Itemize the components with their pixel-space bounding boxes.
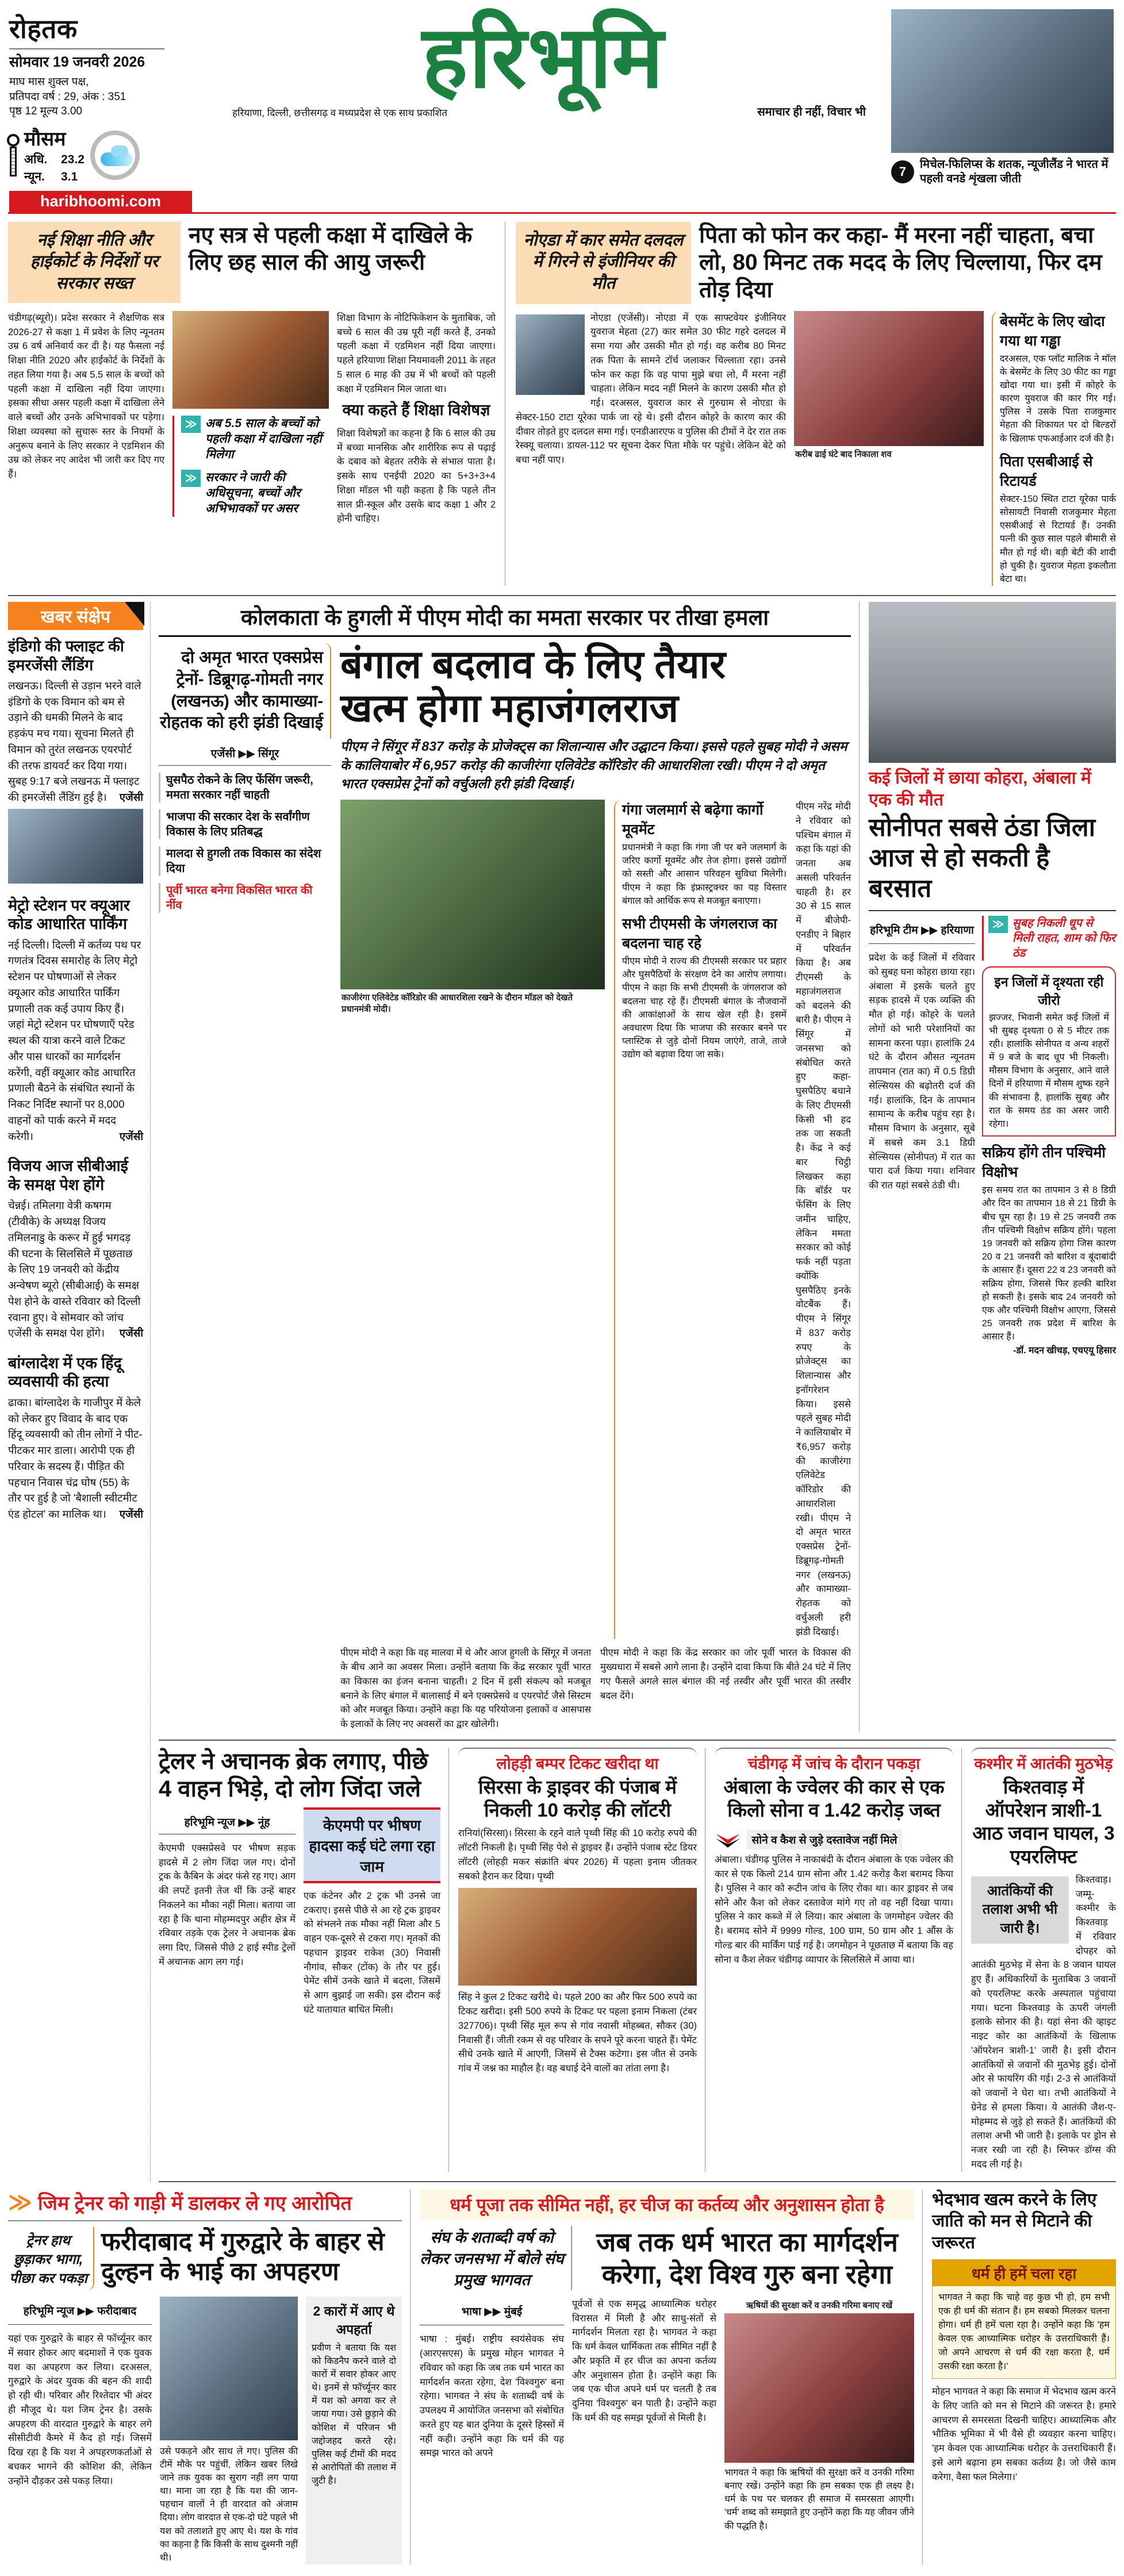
brief-title: विजय आज सीबीआई के समक्ष पेश होंगे bbox=[8, 1157, 128, 1193]
kidnap-byline: हरिभूमि न्यूज ▶▶ फरीदाबाद bbox=[8, 2304, 152, 2325]
kmp-body-2: एक कंटेनर और 2 ट्रक भी उनसे जा टकराए। इससे पीछे से आ रहे ट्रक ड्राइवर को संभलने तक मौका नहीं मिला और 5 वाहन एक-दूसरे से टकरा गए। मृतकों की पहचान ड्राइवर राकेश (30) निवासी नौगांव, सौकर (टोंक) के तौर पर हुई। पेमेंट सीमें उनके खाते में बदला, जिसमें से आग बुझाई जा सकी। इस दौरान कई घंटे यातायात बाधित मिली। bbox=[304, 1890, 440, 2015]
photo-lottery-winner bbox=[458, 1888, 697, 1986]
gold-box-body: भागवत ने कहा कि चाहे वह कुछ भी हो, हम सभी एक ही धर्म की संतान हैं। हम सबको मिलकर चलना होगा। धर्म ही हमें चला रहा है। उन्होंने कहा कि 'हम केवल एक आध्यात्मिक धरोहर के उत्तराधिकारी हैं। जो अपने आचरण से धर्म की रक्षा करता है, धर्म उसकी रक्षा करता है।' bbox=[933, 2286, 1115, 2378]
pm-note-4: पूर्वी भारत बनेगा विकसित भारत की नींव bbox=[159, 883, 331, 913]
noida-headline: पिता को फोन कर कहा- मैं मरना नहीं चाहता, बचा लो, 80 मिनट तक मदद के लिए चिल्लाया, फिर दम तोड़ दिया bbox=[699, 222, 1102, 302]
pm-body-2: पीएम मोदी ने कहा कि वह मालवा में थे और आज हुगली के सिंगूर में जनता के बीच आने का अवसर मिला। उन्होंने बताया कि केंद्र सरकार पूर्वी भारत का विकास का इंजन बनाना चाहती। 2 दिन में इसी संकल्प को मजबूत बनाने के लिए बंगाल में बालासाई में बने एक्सप्रेसवे व एयरपोर्ट जैसे सिस्टम को और मजबूत किया। उन्होंने कहा कि यह परियोजना इलाकों व आसपास के इलाकों के लिए नए अवसरों का द्वार खोलेगी। bbox=[340, 1648, 591, 1730]
education-experts-body: शिक्षा विशेषज्ञों का कहना है कि 6 साल की उम्र में बच्चा मानसिक और शारीरिक रूप से पढ़ाई के दबाव को बेहतर तरीके से संभाल पाता है। इसके साथ एनईपी 2020 का 5+3+3+4 शिक्षा मॉडल भी यही कहता है कि पहले तीन साल प्री-स्कूल और उसके बाद कक्षा 1 और 2 होनी चाहिए। bbox=[337, 428, 496, 524]
noida-rail1-body: दरअसल, एक प्लॉट मालिक ने मॉल के बेसमेंट के लिए 30 फीट का गड्ढा खोदा गया था। इसी में कोहरे के कारण युवराज की कार गिर गई। पुलिस ने उसके पिता राजकुमार मेहता की शिकायत पर दो बिल्डरों के खिलाफ एफआईआर दर्ज की है। bbox=[1000, 354, 1116, 444]
pm-deck: दो अमृत भारत एक्सप्रेस ट्रेनों- डिब्रूगढ़-गोमती नगर (लखनऊ) और कामाख्या-रोहतक को हरी झंडी दिखाई bbox=[159, 643, 331, 739]
weather-max-value: 23.2 bbox=[61, 152, 85, 166]
brief-body: ढाका। बांग्लादेश के गाजीपुर में केले को लेकर हुए विवाद के बाद एक हिंदू व्यवसायी को तीन लोगों ने पीट-पीटकर मार डाला। आरोपी एक ही परिवार के सदस्य हैं। पीड़ित की पहचान निवास चंद्र घोष (55) के तौर पर हुई है जो 'बैशाली स्वीटमीट एंड होटल' का मालिक था। एजेंसी bbox=[8, 1396, 143, 1521]
weather-signature: -डॉ. मदन खीचड़, एचएयू हिसार bbox=[1013, 1346, 1116, 1356]
noida-kicker: नोएडा में कार समेत दलदल में गिरने से इंजीनियर की मौत bbox=[516, 222, 691, 304]
weather-kicker: कई जिलों में छाया कोहरा, अंबाला में एक की मौत bbox=[869, 769, 1091, 809]
briefs-header: खबर संक्षेप bbox=[8, 602, 143, 630]
pm-note-1: घुसपैठ रोकने के लिए फेंसिंग जरूरी, ममता सरकार नहीं चाहती bbox=[159, 773, 331, 803]
double-chevron-icon bbox=[715, 1833, 741, 1851]
education-headline: नए सत्र से पहली कक्षा में दाखिले के लिए छह साल की आयु जरूरी bbox=[189, 222, 473, 275]
photo-indigo-plane bbox=[8, 809, 143, 884]
pm-byline: एजेंसी ▶▶ सिंगूर bbox=[159, 746, 331, 766]
pages-price: पृष्ठ 12 मूल्य 3.00 bbox=[9, 105, 82, 118]
bottom-band bbox=[8, 2182, 1116, 2565]
kashmir-headline: किश्तवाड़ में ऑपरेशन त्राशी-1 आठ जवान घायल, 3 एयरलिफ्ट bbox=[972, 1776, 1115, 1867]
education-experts-title: क्या कहते हैं शिक्षा विशेषज्ञ bbox=[342, 401, 490, 419]
bhagwat-headline: जब तक धर्म भारत का मार्गदर्शन करेगा, देश विश्व गुरु बना रहेगा bbox=[596, 2226, 898, 2289]
story-gold-seizure[interactable] bbox=[715, 1748, 962, 2172]
pm-body-3: पीएम मोदी ने कहा कि केंद्र सरकार का जोर पूर्वी भारत के विकास की मुख्यधारा में सबसे आगे लाना है। उन्होंने दावा किया कि बीते 24 घंटे में लिए गए फैसले अगले साल बंगाल की नई तस्वीर और पूर्वी भारत की तस्वीर बदल देंगे। bbox=[600, 1648, 851, 1701]
story-noida-engineer[interactable] bbox=[516, 222, 1116, 586]
bhagwat-body-1: भाषा : मुंबई। राष्ट्रीय स्वयंसेवक संघ (आरएसएस) के प्रमुख मोहन भागवत ने रविवार को कहा कि जब तक धर्म भारत का मार्गदर्शन करता रहेगा, देश 'विश्वगुरु' बना रहेगा। भागवत ने संघ के शताब्दी वर्ष के उपलक्ष्य में आयोजित जनसभा को संबोधित करते हुए यह बात दुनिया के दूसरे हिस्सों में नहीं कही। उन्होंने कहा कि धर्म की यह समझ भारत को अपने bbox=[420, 2334, 564, 2459]
bhagwat-deck: संघ के शताब्दी वर्ष को लेकर जनसभा में बोले संघ प्रमुख भागवत bbox=[420, 2226, 572, 2290]
weather-min-value: 3.1 bbox=[61, 170, 78, 184]
photo-mohan-bhagwat bbox=[724, 2313, 914, 2463]
kidnap-box bbox=[306, 2297, 402, 2565]
pm-sub1-title: गंगा जलमार्ग से बढ़ेगा कार्गो मूवमेंट bbox=[622, 802, 764, 838]
caste-body: मोहन भागवत ने कहा कि समाज में भेदभाव खत्म करने के लिए जाति को मन से मिटाने की जरूरत है। हमारे आचरण से समरसता दिखनी चाहिए। आध्यात्मिक और भौतिक भूमिका में भी वैसे ही व्यवहार करना चाहिए। 'हम केवल एक आध्यात्मिक धरोहर के उत्तराधिकारी हैं। इसे आगे बढ़ाना हम सबका कर्तव्य है। जो जैसे काम करेगा, वैसा फल मिलेगा।' bbox=[932, 2386, 1116, 2482]
newspaper-logo: हरिभूमि bbox=[422, 9, 665, 105]
weather-sub-title: सक्रिय होंगे तीन पश्चिमी विक्षोभ bbox=[982, 1145, 1106, 1181]
pm-sub2-title: सभी टीएमसी के जंगलराज का बदलना चाह रहे bbox=[622, 915, 777, 951]
lottery-body-2: सिंह ने कुल 2 टिकट खरीदे थे। पहले 200 का और फिर 500 रुपये का टिकट खरीदा। इसी 500 रुपये के टिकट पर पहला इनाम निकला (टंबर 327706)। पृथ्वी सिंह मूल रूप से गांव नवासी मोहब्बत, सौकर (30) निवासी हैं। जीती रकम से वह परिवार के सपने पूरे करना चाहते हैं। पेमेंट सीधे उनके खाते में आएगी, जिसमें से टैक्स कटेगा। इस जीत से उनके गांव में जश्न का माहौल है। वह बधाई देने वालों का तांता लगा है। bbox=[458, 1992, 697, 2074]
tagline: समाचार ही नहीं, विचार भी bbox=[757, 106, 866, 118]
byline-arrows-icon: ▶▶ bbox=[77, 2305, 94, 2317]
lottery-kicker: लोहड़ी बम्पर टिकट खरीदा था bbox=[458, 1748, 697, 1773]
chevron-icon: ≫ bbox=[181, 470, 201, 487]
cloud-icon bbox=[90, 130, 140, 180]
weather-values bbox=[24, 151, 85, 186]
weather-sub-body: इस समय रात का तापमान 3 से 8 डिग्री और दिन का तापमान 18 से 21 डिग्री के बीच घूम रहा है। 19 से 25 जनवरी तक तीन पश्चिमी विक्षोभ सक्रिय होंगे। पहला 19 जनवरी को सक्रिय होगा जिस कारण 20 व 21 जनवरी को बारिश व बूंदाबांदी के आसार हैं। दूसरा 22 व 23 जनवरी को सक्रिय होगा, जिससे फिर हल्की बारिश हो सकती है। इसके बाद 24 जनवरी को एक और पश्चिमी विक्षोभ आएगा, जिससे 25 जनवरी तक प्रदेश में बारिश के आसार हैं। bbox=[982, 1185, 1116, 1342]
photo-gurudwara-scene bbox=[160, 2297, 298, 2440]
kidnap-box-body: प्रवीण ने बताया कि यश को किडनैप करने वाले दो कारों में सवार होकर आए थे। इनमें से फॉर्च्यूनर कार में यश को अगवा कर ले जाया गया। उसे छुड़ाने की कोशिश में परिजन भी जद्दोजहद करते रहे। पुलिस कई टीमों की मदद से आरोपितों की तलाश में जुटी है। bbox=[312, 2343, 396, 2486]
gold-kicker: चंडीगढ़ में जांच के दौरान पकड़ा bbox=[715, 1748, 953, 1773]
kidnap-top-headline: जिम ट्रेनर को गाड़ी में डालकर ले गए आरोपित bbox=[37, 2192, 352, 2214]
zero-visibility-box bbox=[982, 966, 1116, 1137]
brief-body: लखनऊ। दिल्ली से उड़ान भरने वाले इंडिगो के एक विमान को बम से उड़ाने की धमकी मिलने के बाद हड़कंप मच गया। सूचना मिलते ही विमान को तुरंत लखनऊ एयरपोर्ट की तरफ डायवर्ट कर दिया गया। सुबह 9:17 बजे लखनऊ में फ्लाइट की इमरजेंसी लैंडिंग हुई है। एजेंसी bbox=[8, 679, 143, 804]
weather-title: मौसम bbox=[24, 128, 66, 150]
brief-item[interactable] bbox=[8, 896, 143, 1145]
brief-item[interactable] bbox=[8, 637, 143, 884]
kidnap-box-title: 2 कारों में आए थे अपहर्ता bbox=[313, 2303, 395, 2337]
bhagwat-body-2: पूर्वजों से एक समृद्ध आध्यात्मिक धरोहर विरासत में मिली है और साधु-संतों से मार्गदर्शन मिलता रहा है। भागवत ने कहा कि धर्म केवल धार्मिकता तक सीमित नहीं है और प्रकृति में हर चीज का अपना कर्तव्य और अनुशासन होता है। उन्होंने कहा कि जब एक चीज अपने धर्म पर चलती है तब दुनिया 'विश्वगुरु' बन पाती है। उन्होंने कहा कि धर्म की यह समझ पूर्वजों से मिली है। bbox=[572, 2298, 716, 2423]
pm-photo-caption: काजीरंगा एलिवेटेड कॉरिडोर की आधारशिला रखने के दौरान मॉडल को देखते प्रधानमंत्री मोदी। bbox=[342, 993, 573, 1015]
kashmir-kicker: कश्मीर में आतंकी मुठभेड़ bbox=[971, 1748, 1116, 1773]
kidnap-side-kicker: ट्रेनर हाथ छुड़ाकर भागा, पीछा कर पकड़ा bbox=[8, 2227, 94, 2291]
brief-item[interactable] bbox=[8, 1354, 143, 1522]
kidnap-body-2: उसे पकड़ने और साथ ले गए। पुलिस की टीमें मौके पर पहुंचीं, लेकिन खबर लिखे जाने तक युवक का सुराग नहीं लग पाया था। माना जा रहा है कि यश की जान-पहचान वालों ने ही वारदात को अंजाम दिया। लोग वारदात से एक-दो घंटे पहले भी यश को तलाशते हुए आए थे। यश के गांव का कहना है कि किसी के साथ दुश्मनी नहीं थी। bbox=[160, 2446, 298, 2563]
education-bullet-2: सरकार ने जारी की अधिसूचना, बच्चों और अभिभावकों पर असर bbox=[205, 470, 301, 516]
secondary-stories-band bbox=[159, 1741, 1116, 2182]
pm-sub2-body: पीएम मोदी ने राज्य की टीएमसी सरकार पर प्रहार और घुसपैठियों के संरक्षण देने का आरोप लगाया। पीएम ने कहा कि सभी टीएमसी के जंगलराज को बदलना चाह रहे हैं। टीएमसी बंगाल के नौजवानों की आकांक्षाओं के साथ खेल रही है। इसमें अवधारण दिया कि भाजपा की सरकार बनने पर प्लास्टिक से जुड़े दोनों नियम जाएंगे, ताजे, ताजे उद्योग को बढ़ावा दिया जा सके। bbox=[622, 956, 787, 1060]
caste-headline: भेदभाव खत्म करने के लिए जाति को मन से मिटाने की जरूरत bbox=[932, 2190, 1097, 2252]
weather-max-label: अधि. bbox=[24, 152, 48, 166]
photo-cricket-batsman bbox=[891, 9, 1114, 153]
noida-photo-caption: करीब ढाई घंटे बाद निकाला शव bbox=[795, 449, 892, 459]
promo-caption: मिचेल-फिलिप्स के शतक, न्यूजीलैंड ने भारत में पहली वनडे शृंखला जीती bbox=[920, 158, 1108, 185]
masthead bbox=[8, 6, 1116, 214]
masthead-center bbox=[198, 6, 889, 212]
brief-title: इंडिगो की फ्लाइट की इमरजेंसी लैंडिंग bbox=[8, 638, 124, 674]
weather-widget bbox=[9, 125, 192, 186]
brief-item[interactable] bbox=[8, 1157, 143, 1341]
story-bhagwat[interactable] bbox=[420, 2189, 923, 2565]
photo-modi-model-viewing bbox=[340, 800, 605, 989]
pm-sub1-body: प्रधानमंत्री ने कहा कि गंगा जी पर बने जलमार्ग के जरिए कार्गो मूवमेंट और तेज होगा। इससे उद्योगों को सस्ती और आसान परिवहन सुविधा मिलेगी। पीएम ने कहा कि इंफ्रास्ट्रक्चर का यह विस्तार बंगाल को आर्थिक रूप से मजबूत बनाएगा। bbox=[622, 843, 787, 906]
news-briefs-sidebar bbox=[8, 602, 151, 2182]
bhagwat-banner: धर्म पूजा तक सीमित नहीं, हर चीज का कर्तव्य और अनुशासन होता है bbox=[420, 2189, 914, 2220]
noida-rail2-body: सेक्टर-150 स्थित टाटा यूरेका पार्क सोसायटी निवासी राजकुमार मेहता एसबीआई से रिटायर्ड हैं। उनकी पत्नी की कुछ साल पहले बीमारी से मौत हो गई थी। बड़ी बेटी की शादी हो चुकी है। युवराज मेहता इकलौता बेटा था। bbox=[1000, 494, 1116, 584]
bhagwat-body-3: भागवत ने कहा कि ऋषियों की सुरक्षा करें व उनकी गरिमा बनाए रखें। उन्होंने कहा कि हम सबका एक ही लक्ष्य है। धर्म के पथ पर चलकर ही समाज में समरसता आएगी। 'धर्म' शब्द को समझाते हुए उन्होंने कहा कि यह जीवन जीने की पद्धति है। bbox=[724, 2467, 914, 2531]
thermometer-icon bbox=[9, 134, 18, 176]
noida-rail1-title: बेसमेंट के लिए खोदा गया था गड्ढा bbox=[1000, 313, 1105, 349]
bhagwat-byline: भाषा ▶▶ मुंबई bbox=[420, 2304, 564, 2326]
brief-body: चेन्नई। तमिलगा वेत्री कषगम (टीवीके) के अध्यक्ष विजय तमिलनाडु के करूर में हुई भगदड़ की घटना के सिलसिले में पूछताछ के लिए 19 जनवरी को केंद्रीय अन्वेषण ब्यूरो (सीबीआई) के समक्ष पेश होने के वास्ते रविवार को दिल्ली रवाना हुए। वे सोमवार को जांच एजेंसी के समक्ष पेश होंगे। एजेंसी bbox=[8, 1199, 143, 1339]
gold-note: सोने व कैश से जुड़े दस्तावेज नहीं मिले bbox=[747, 1830, 901, 1849]
byline-arrows-icon: ▶▶ bbox=[238, 747, 255, 760]
noida-rail2-title: पिता एसबीआई से रिटायर्ड bbox=[1000, 453, 1093, 489]
photo-train-in-fog bbox=[869, 602, 1116, 763]
gold-box-title: धर्म ही हमें चला रहा bbox=[933, 2260, 1115, 2286]
kmp-highlight-box: केएमपी पर भीषण हादसा कई घंटे लगा रहा जाम bbox=[304, 1807, 440, 1883]
photo-engineer-portrait bbox=[516, 314, 585, 395]
pm-headline: बंगाल बदलाव के लिए तैयार खत्म होगा महाजंगलराज bbox=[340, 643, 726, 731]
lottery-headline: सिरसा के ड्राइवर की पंजाब में निकली 10 करोड़ की लॉटरी bbox=[478, 1776, 677, 1821]
chevron-icon: ≫ bbox=[988, 916, 1008, 933]
pm-body-1: पीएम नरेंद्र मोदी ने रविवार को पश्चिम बंगाल में कहा कि यहां की जनता अब असली परिवर्तन चाहती है। हर 30 से 15 साल में बीजेपी-एनडीए ने बिहार में परिवर्तन किया है। अब टीएमसी के महाजंगलराज को बदलने की बारी है। पीएम ने सिंगूर में जनसभा को संबोधित करते हुए कहा-घुसपैठिए बचाने के लिए टीएमसी किसी भी हद तक जा सकती है। केंद्र ने कई बार चिट्ठी लिखकर कहा कि बॉर्डर पर फेंसिंग के लिए जमीन चाहिए, लेकिन ममता सरकार को कोई फर्क नहीं पड़ता क्योंकि घुसपैठिए इनके वोटबैंक हैं। पीएम ने सिंगूर में 837 करोड़ रुपए के प्रोजेक्ट्स का शिलान्यास और इनॉगरेशन किया। इससे पहले सुबह मोदी ने कालियाबोर में ₹6,957 करोड़ की काजीरंगा एलिवेटेड कॉरिडोर की आधारशिला रखी। पीएम ने दो अमृत भारत एक्सप्रेस ट्रेनों- डिब्रूगढ़-गोमती नगर (लखनऊ) और कामाख्या-रोहतक को वर्चुअली हरी झंडी दिखाई। bbox=[796, 801, 851, 1637]
bhagwat-photo-caption: ऋषियों की सुरक्षा करें व उनकी गरिमा बनाए रखें bbox=[746, 2300, 893, 2310]
weather-body: प्रदेश के कई जिलों में रविवार को सुबह घना कोहरा छाया रहा। अंबाला में इसके चलते हुए सड़क हादसे में एक व्यक्ति की मौत हो गई। कोहरे के चलते लोगों को भारी परेशानियों का सामना करना पड़ा। हालांकि 24 घंटे के दौरान औसत न्यूनतम तापमान (रात का) में 0.5 डिग्री सेल्सियस की बढ़ोतरी दर्ज की गई। हालांकि, दिन के तापमान सामान्य के करीब पहुंच रहा है। मौसम विभाग के अनुसार, सूबे में सबसे कम 3.1 डिग्री सेल्सियस (सोनीपत) में रात का पारा दर्ज किया गया। शनिवार की रात यहां सबसे ठंडी थी। bbox=[869, 953, 975, 1191]
education-body: चंडीगढ़(ब्यूरो)। प्रदेश सरकार ने शैक्षणिक सत्र 2026-27 से कक्षा 1 में प्रवेश के लिए न्यूनतम उम्र 6 वर्ष अनिवार्य कर दी है। यह फैसला नई शिक्षा नीति 2020 और हाईकोर्ट के निर्देशों के तहत लिया गया है। अब 5.5 साल के बच्चों को पहली कक्षा में दाखिला नहीं दिया जाएगा। इसका सीधा असर पहली कक्षा में दाखिला लेने वाले बच्चों और उनके अभिभावकों पर पड़ेगा। शिक्षा व्यवस्था को सुचारू स्तर के नियमों के अनुरूप बनाने के लिए सरकार ने एडमिशन की उम्र को लेकर नए आदेश भी जारी कर दिए गए हैं। bbox=[8, 312, 164, 480]
issue-info bbox=[9, 75, 192, 119]
kidnap-headline: फरीदाबाद में गुरुद्वारे के बाहर से दुल्हन के भाई का अपहरण bbox=[101, 2227, 385, 2286]
divider bbox=[9, 48, 164, 49]
noida-body-text: नोएडा (एजेंसी)। नोएडा में एक साफ्टवेयर इंजीनियर युवराज मेहता (27) कार समेत 30 फीट गहरे दलदल में समा गया और उसकी मौत हो गई। वह करीब 80 मिनट तक पिता के सामने टॉर्च जलाकर चिल्लाता रहा। उनसे फोन कर कहा कि वह पापा मुझे बचा लो, मैं मरना नहीं चाहता। लेकिन मदद नहीं मिलने के कारण उसकी मौत हो गई। दरअसल, युवराज कार से गुरुग्राम से नोएडा के सेक्टर-150 टाटा यूरेका पार्क जा रहे थे। इसी दौरान कोहरे के कारण कार की दीवार तोड़ते हुए दलदल समा गई। एनडीआरएफ व पुलिस की टीमों ने देर रात तक रेस्क्यू चलाया। डायल-112 पर सूचना देकर पिता मौके पर पहुंचे। लेकिन बेटे को बचा नहीं पाए। bbox=[516, 312, 786, 466]
brief-body: नई दिल्ली। दिल्ली में कर्तव्य पथ पर गणतंत्र दिवस समारोह के लिए मेट्रो स्टेशन पर घोषणाओं से लेकर क्यूआर कोड आधारित पार्किंग प्रणाली तक कई उपाय किए हैं। जहां मेट्रो स्टेशन पर घोषणाएँ परेड स्थल की यात्रा करने वाले टिकट और पास धारकों का मार्गदर्शन करेंगी, वहीं क्यूआर कोड आधारित प्रणाली बैठने के संबंधित स्थानों के निकट निर्दिष्ट स्थानों पर 8,000 वाहनों को पार्क करने में मदद करेगी। एजेंसी bbox=[8, 938, 143, 1142]
kmp-byline: हरिभूमि न्यूज ▶▶ नूंह bbox=[159, 1814, 296, 1834]
weather-callout: सुबह निकली धूप से मिली राहत, शाम को फिर ठंड bbox=[1012, 916, 1116, 959]
gold-headline: अंबाला के ज्वेलर की कार से एक किलो सोना व 1.42 करोड़ जब्त bbox=[723, 1776, 945, 1821]
kidnap-body: यहां एक गुरुद्वारे के बाहर से फॉर्च्यूनर कार में सवार होकर आए बदमाशों ने एक युवक यश का अपहरण कर लिया। दरअसल, गुरुद्वारे के अंदर युवक की बहन की शादी हो रही थी। परिवार और रिश्तेदार भी अंदर ही मौजूद थे। यश जिम ट्रेनर है। उसके अपहरण की वारदात गुरुद्वारे के बाहर लगे सीसीटीवी कैमरे में कैद हो गई। जिसमें दिख रहा है कि यश ने अपहरणकर्ताओं से बचकर भागने की कोशिश की, लेकिन उन्होंने दौड़कर उसे पकड़ लिया। bbox=[8, 2333, 152, 2486]
education-kicker: नई शिक्षा नीति और हाईकोर्ट के निर्देशों पर सरकार सख्त bbox=[8, 222, 181, 303]
education-rule-body: शिक्षा विभाग के नोटिफिकेशन के मुताबिक, जो बच्चे 6 साल की उम्र पूरी नहीं करते हैं, उनको पहली कक्षा में एडमिशन नहीं दिया जाएगा। पहले हरियाणा शिक्षा नियमावली 2011 के तहत 5 साल 6 माह की उम्र में भी बच्चों को पहली कक्षा में एडमिशन मिल जाता था। bbox=[337, 312, 496, 394]
pm-banner-kicker: कोलकाता के हुगली में पीएम मोदी का ममता सरकार पर तीखा हमला bbox=[159, 602, 851, 637]
pm-intro: पीएम ने सिंगूर में 837 करोड़ के प्रोजेक्ट्स का शिलान्यास और उद्घाटन किया। इससे पहले सुबह मोदी ने असम के कालियाबोर में 6,957 करोड़ की काजीरंगा एलिवेटेड कॉरिडोर की आधारशिला रखी। पीएम ने दो अमृत भारत एक्सप्रेस ट्रेनों को वर्चुअली हरी झंडी दिखाई। bbox=[340, 739, 847, 791]
story-weather[interactable] bbox=[869, 602, 1116, 1732]
story-caste-column[interactable] bbox=[932, 2189, 1116, 2565]
kmp-headline: ट्रेलर ने अचानक ब्रेक लगाए, पीछे 4 वाहन भिड़े, दो लोग जिंदा जले bbox=[159, 1748, 428, 1802]
story-lottery[interactable] bbox=[458, 1748, 705, 2172]
website-link[interactable]: haribhoomi.com bbox=[9, 191, 192, 212]
story-kmp-accident[interactable] bbox=[159, 1748, 449, 2172]
story-pm-modi[interactable] bbox=[159, 602, 860, 1732]
brief-title: मेट्रो स्टेशन पर क्यूआर कोड आधारित पार्किंग bbox=[8, 896, 130, 933]
weather-headline: सोनीपत सबसे ठंडा जिला आज से हो सकती है बरसात bbox=[869, 813, 1116, 911]
weather-byline: हरिभूमि टीम ▶▶ हरियाणा bbox=[869, 923, 975, 945]
pm-story-band bbox=[159, 602, 1116, 1741]
gold-body: अंबाला। चंडीगढ़ पुलिस ने नाकाबंदी के दौरान अंबाला के एक ज्वेलर की कार से एक किलो 214 ग्राम सोना और 1.42 करोड़ कैश बरामद किया है। पुलिस ने कार को रूटीन जांच के लिए रोका था। कार ड्राइवर से जब सोने और कैश को लेकर दस्तावेज मांगे गए तो वह नहीं दिखा पाया। पुलिस ने कार कब्जे में ले लिया। कार अंबाला के जगमोहन ज्वेलर की है। बरामद सोने में 9999 गोल्ड, 100 ग्राम, 50 ग्राम और 1 औंस के गोल्ड बार की मार्किंग पाई गई है। जगमोहन ने पूछताछ में बताया कि वह सोना व कैश लेकर चंडीगढ़ व्यापार के सिलसिले में आया था। bbox=[715, 1855, 953, 1965]
weather-min-label: न्यून. bbox=[24, 170, 45, 184]
calendar-line: माघ मास शुक्ल पक्ष, bbox=[9, 76, 89, 88]
publisher-line: हरियाणा, दिल्ली, छत्तीसगढ़ व मध्यप्रदेश से एक साथ प्रकाशित bbox=[232, 108, 447, 118]
kmp-body-1: केएमपी एक्सप्रेसवे पर भीषण सड़क हादसे में 2 लोग जिंदा जल गए। दोनों ट्रक के कैबिन के अंदर फंसे रह गए। आग की लपटें इतनी तेज थीं कि उन्हें बाहर निकलने का मौका नहीं मिला। बताया जा रहा है कि थाना मोहम्मदपुर अहीर क्षेत्र में रविवार तड़के एक ट्रेलर ने अचानक ब्रेक लगा दिए, जिससे पीछे 2 हाई स्पीड ट्रेलों में अचानक आग लग गई। bbox=[159, 1842, 296, 1967]
story-kashmir-encounter[interactable] bbox=[971, 1748, 1116, 2172]
photo-school-children bbox=[172, 311, 329, 409]
byline-arrows-icon: ▶▶ bbox=[238, 1816, 255, 1829]
lottery-body-1: रानियां(सिरसा)। सिरसा के रहने वाले पृथ्वी सिंह की 10 करोड़ रुपये की लॉटरी निकली है। पृथ्वी सिंह पेशे से ड्राइवर हैं। उन्होंने पंजाब स्टेट डियर लॉटरी (लोहड़ी मकर संक्रांति बंपर 2026) में पहला इनाम जीतकर सबको हैरान कर दिया। पृथ्वी bbox=[458, 1828, 697, 1882]
pm-note-2: भाजपा की सरकार देश के सर्वांगीण विकास के लिए प्रतिबद्ध bbox=[159, 809, 331, 839]
top-stories-band bbox=[8, 214, 1116, 596]
zero-visibility-body: झज्जर, भिवानी समेत कई जिलों में भी सुबह दृश्यता 0 से 5 मीटर तक रही। हालांकि सोनीपत व अन्य शहरों में 9 बजे के बाद धूप भी निकली। मौसम विभाग के अनुसार, आने वाले दिनों में हरियाणा में मौसम शुष्क रहने की संभावना है, हालांकि सुबह और रात के समय ठंड का असर जारी रहेगा। bbox=[989, 1012, 1109, 1130]
date-line: सोमवार 19 जनवरी 2026 bbox=[9, 54, 145, 70]
education-bullet-1: अब 5.5 साल के बच्चों को पहली कक्षा में दाखिला नहीं मिलेगा bbox=[205, 416, 322, 462]
page-number-badge: 7 bbox=[891, 160, 914, 183]
byline-arrows-icon: ▶▶ bbox=[484, 2305, 501, 2318]
kashmir-body: किश्तवाड़। जम्मू-कश्मीर के किश्तवाड़ में रविवार दोपहर को आतंकी मुठभेड़ में सेना के 8 जवान घायल हुए हैं। अधिकारियों के मुताबिक 3 जवानों को एयरलिफ्ट करके अस्पताल पहुंचाया गया। घटना किश्तवाड़ के ऊपरी जंगली इलाके सोनार की है। यहां सेना की व्हाइट नाइट कोर का आतंकियों के खिलाफ 'ऑपरेशन त्राशी-1' जारी है। इसी दौरान आतंकियों से जवानों की मुठभेड़ हुई। दोनों ओर से फायरिंग की गई। 2-3 से आतंकियों को जवानों ने घेरा था। तभी आतंकियों ने ग्रेनेड से हमला किया। ये आतंकी जैश-ए-मोहम्मद से जुड़े हो सकते हैं। आतंकियों की तलाश अभी भी जारी है। इलाके पर ड्रोन से नजर रखी जा रही है। स्निफर डॉग्स की मदद ली गई है। bbox=[971, 1874, 1116, 2170]
pm-note-3: मालदा से हुगली तक विकास का संदेश दिया bbox=[159, 846, 331, 876]
double-angle-icon: ≫ bbox=[8, 2189, 32, 2215]
photo-rescue-scene bbox=[794, 311, 984, 446]
kashmir-pullquote: आतंकियों की तलाश अभी भी जारी है। bbox=[971, 1876, 1069, 1944]
story-education[interactable] bbox=[8, 222, 505, 586]
masthead-left bbox=[8, 6, 198, 212]
issue-line: प्रतिपदा वर्ष : 29, अंक : 351 bbox=[9, 90, 126, 103]
zero-visibility-title: इन जिलों में दृश्यता रही जीरो bbox=[994, 974, 1104, 1008]
brief-title: बांग्लादेश में एक हिंदू व्यवसायी की हत्या bbox=[8, 1354, 122, 1391]
masthead-promo[interactable] bbox=[889, 6, 1116, 212]
dharma-gold-box bbox=[932, 2259, 1116, 2379]
byline-arrows-icon: ▶▶ bbox=[920, 924, 938, 936]
chevron-icon: ≫ bbox=[181, 416, 201, 433]
story-kidnapping[interactable] bbox=[8, 2189, 411, 2565]
edition-name: रोहतक bbox=[9, 14, 78, 44]
middle-section bbox=[8, 596, 1116, 2182]
